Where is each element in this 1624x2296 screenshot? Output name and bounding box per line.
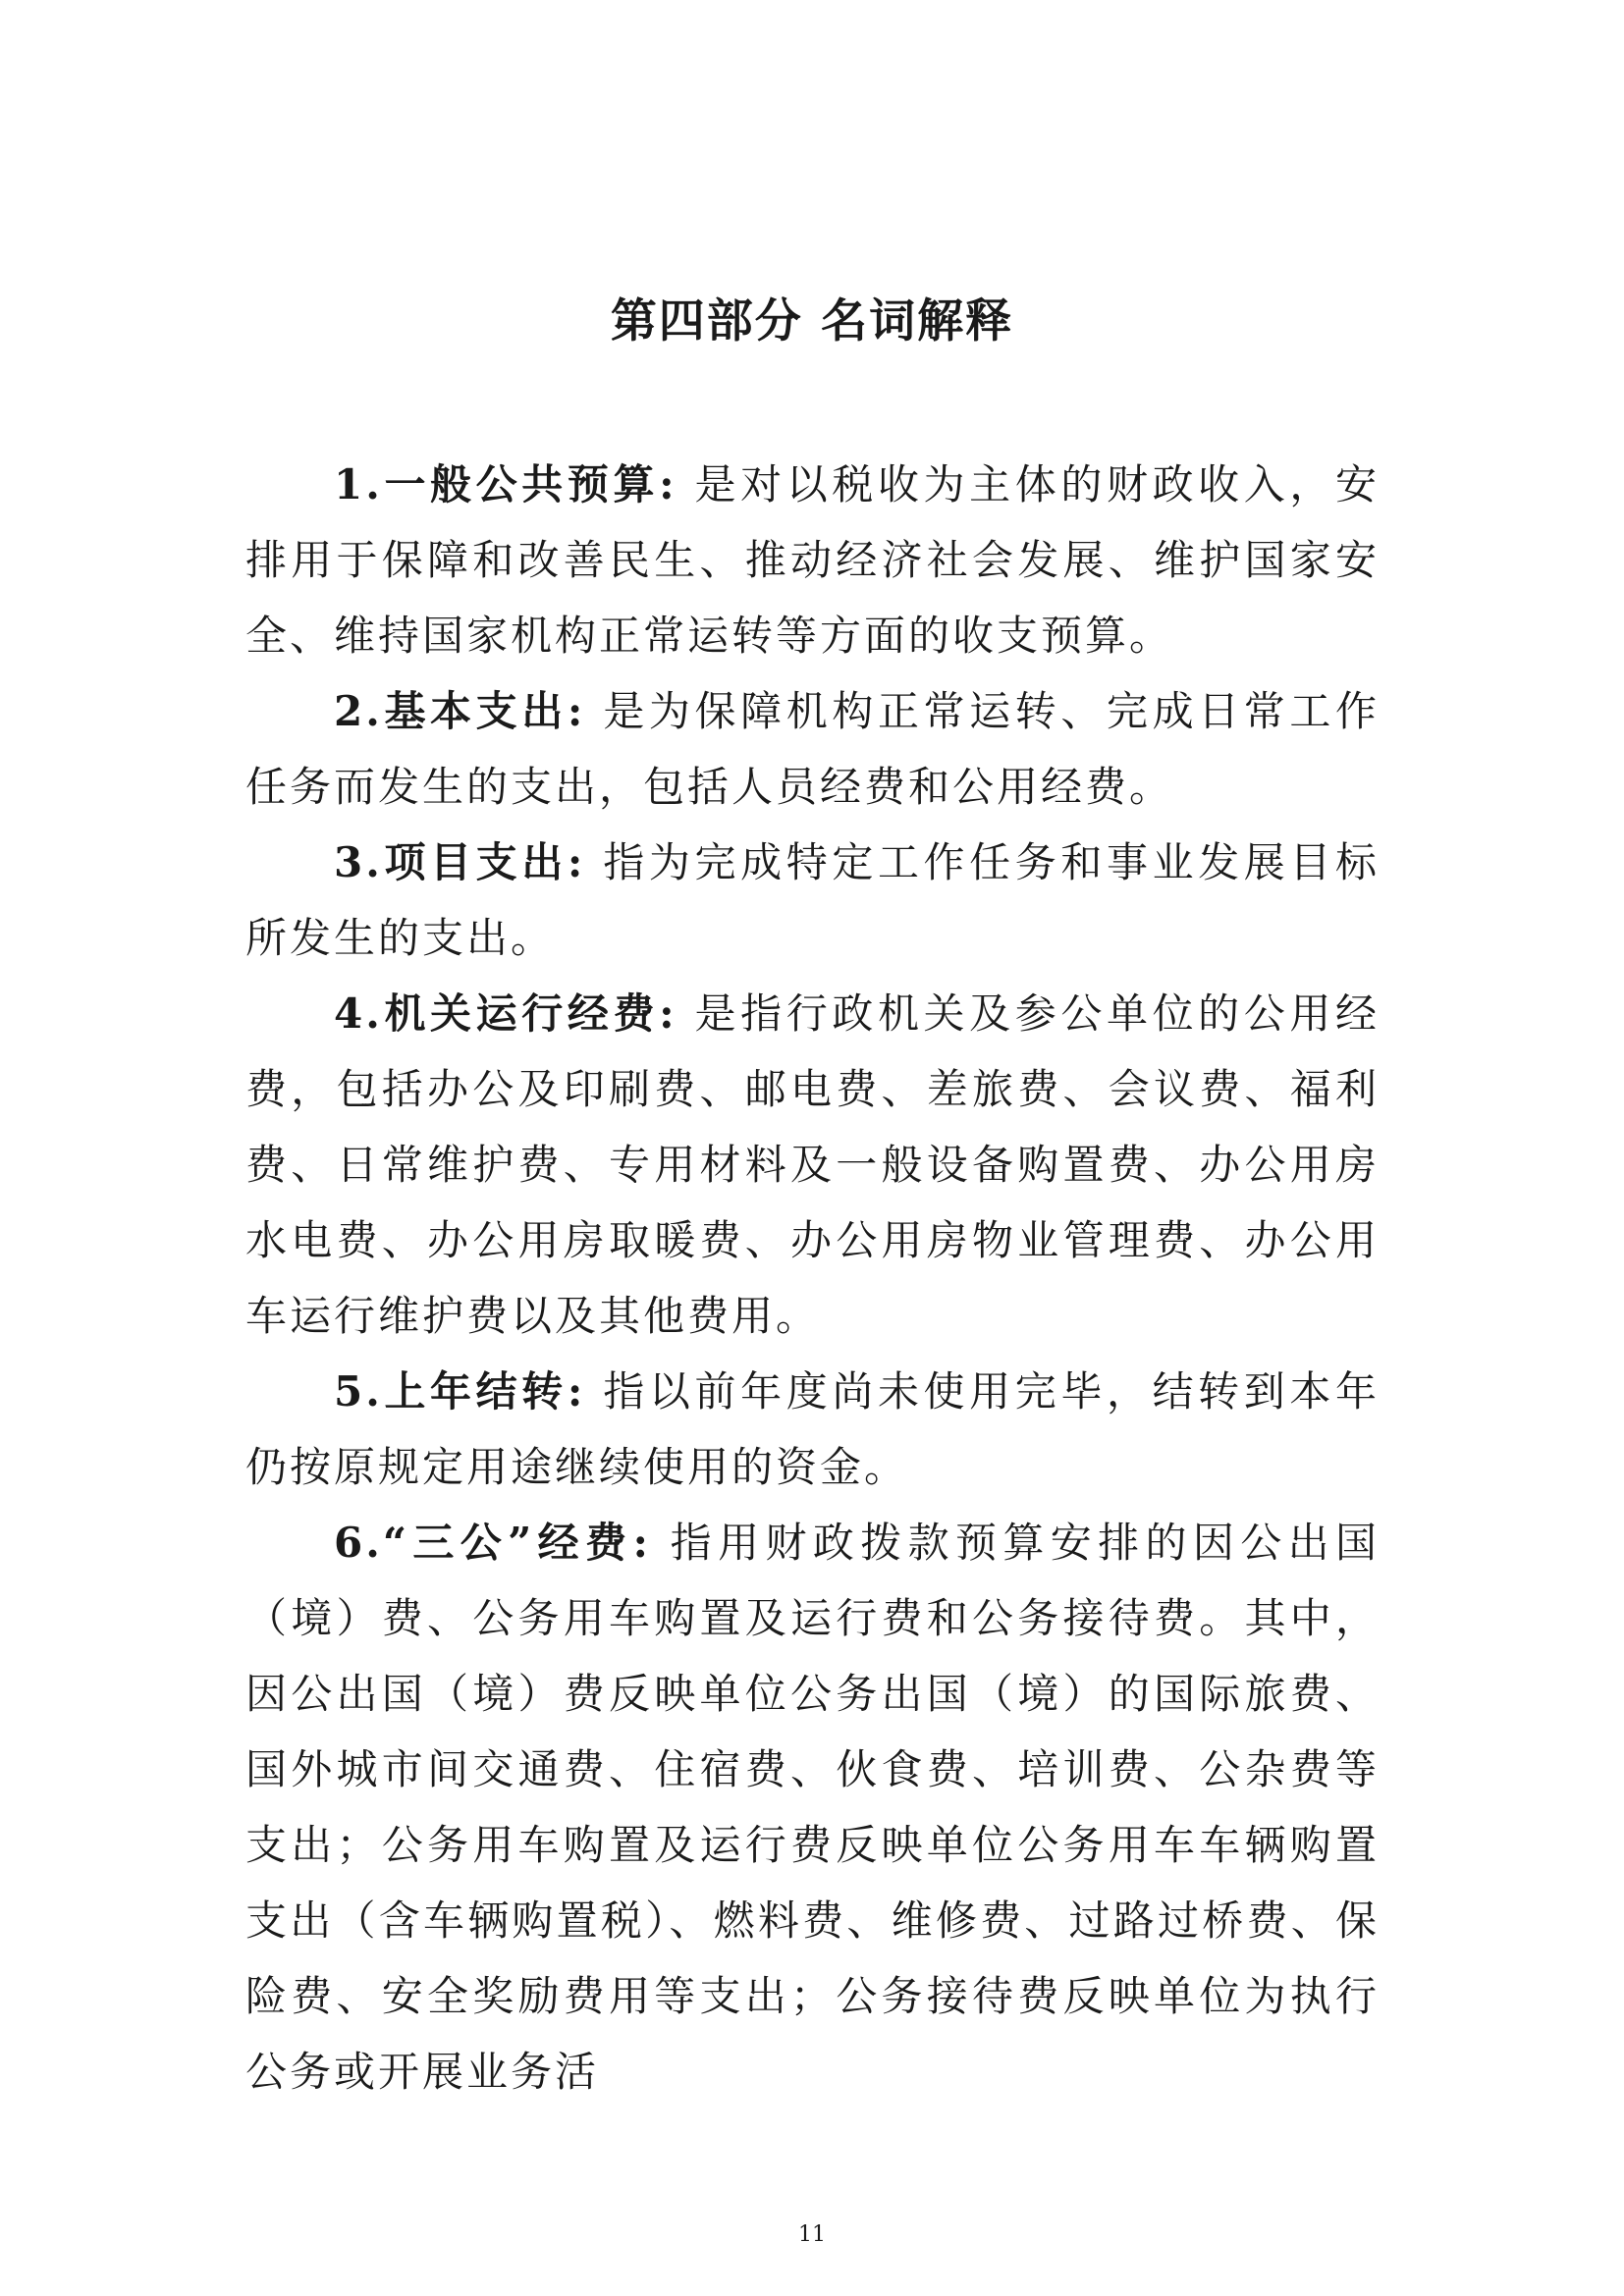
page-title: 第四部分 名词解释 bbox=[610, 294, 1014, 348]
page-number: 11 bbox=[798, 2222, 826, 2247]
glossary-definition: 是指行政机关及参公单位的公用经费，包括办公及印刷费、邮电费、差旅费、会议费、福利费、日常维护费、专用材料及一般设备购置费、办公用房水电费、办公用房取暖费、办公用房物业管理费、办公用车运行维护费以及其他费用。 bbox=[245, 989, 1380, 1340]
glossary-entry-three-public-expenses bbox=[245, 1505, 1380, 2109]
glossary-entry-project-expenditure bbox=[245, 825, 1380, 976]
glossary-entry-basic-expenditure bbox=[245, 673, 1380, 825]
glossary-entry-carryover bbox=[245, 1354, 1380, 1505]
glossary-entry-general-budget bbox=[245, 447, 1380, 673]
glossary-definition: 是为保障机构正常运转、完成日常工作任务而发生的支出，包括人员经费和公用经费。 bbox=[245, 687, 1380, 811]
glossary-definition: 是对以税收为主体的财政收入，安排用于保障和改善民生、推动经济社会发展、维护国家安全、维持国家机构正常运转等方面的收支预算。 bbox=[245, 460, 1380, 660]
glossary-term: 5.上年结转: bbox=[334, 1367, 586, 1415]
glossary-definition: 指为完成特定工作任务和事业发展目标所发生的支出。 bbox=[245, 838, 1380, 962]
glossary-term: 1.一般公共预算: bbox=[334, 460, 677, 508]
glossary-definition: 指以前年度尚未使用完毕，结转到本年仍按原规定用途继续使用的资金。 bbox=[245, 1367, 1380, 1491]
glossary-term: 2.基本支出: bbox=[334, 687, 586, 735]
glossary-definition: 指用财政拨款预算安排的因公出国（境）费、公务用车购置及运行费和公务接待费。其中，因公出国（境）费反映单位公务出国（境）的国际旅费、国外城市间交通费、住宿费、伙食费、培训费、公杂费等支出；公务用车购置及运行费反映单位公务用车车辆购置支出（含车辆购置税）、燃料费、维修费、过路过桥费、保险费、安全奖励费用等支出；公务接待费反映单位为执行公务或开展业务活 bbox=[245, 1519, 1380, 2096]
glossary-body bbox=[245, 447, 1380, 2109]
glossary-term: 6.“三公”经费: bbox=[334, 1519, 651, 1567]
glossary-entry-operating-funds bbox=[245, 976, 1380, 1354]
glossary-term: 4.机关运行经费: bbox=[334, 989, 677, 1038]
glossary-term: 3.项目支出: bbox=[334, 838, 586, 886]
